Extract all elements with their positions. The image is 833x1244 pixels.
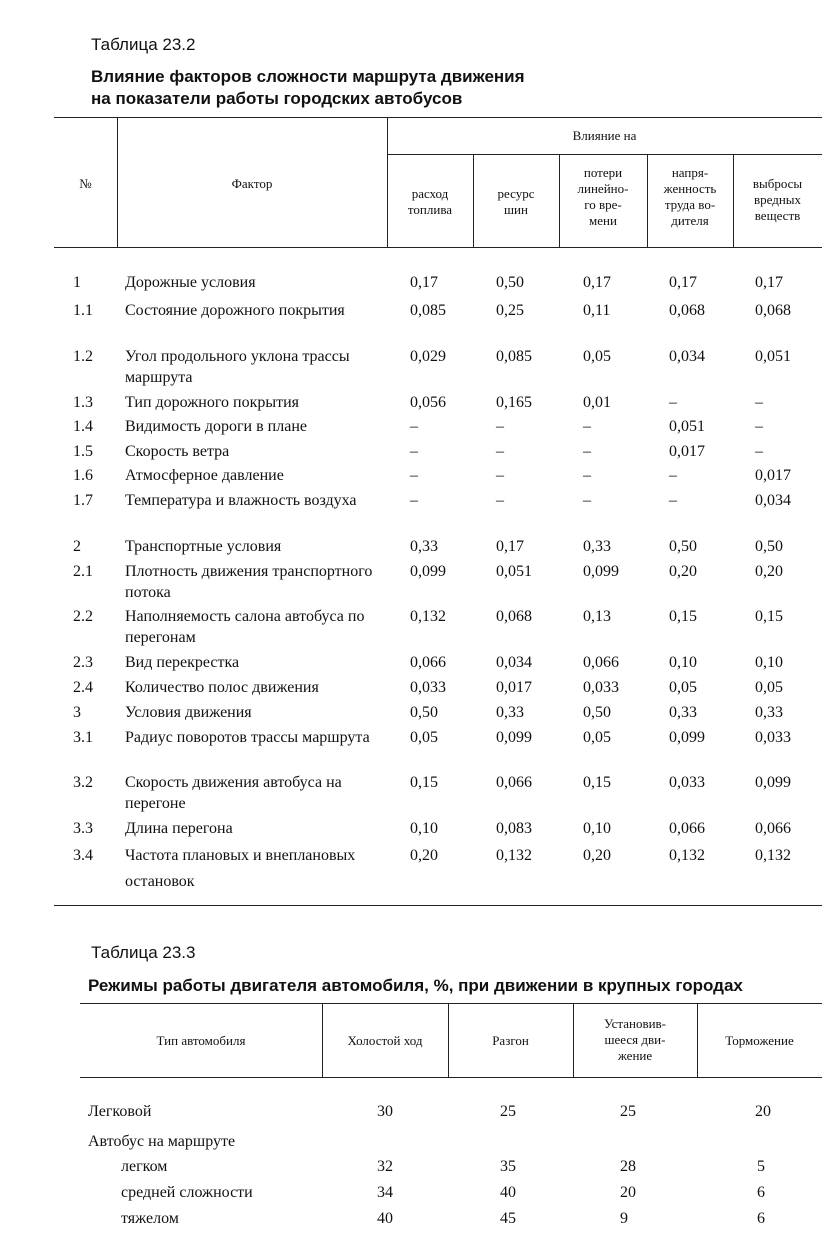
value-emissions: 0,10 [755,654,783,671]
value-driver-strain: 0,17 [669,274,697,291]
value-fuel: – [410,492,418,509]
value-emissions: 0,099 [755,774,791,791]
value-driver-strain: 0,051 [669,418,705,435]
value-driver-strain: 0,05 [669,679,697,696]
row-factor: Дорожные условия [125,274,256,291]
table-23-3-title: Режимы работы двигателя автомобиля, %, при движении в крупных городах [88,976,743,995]
row-number: 1.1 [73,302,93,319]
header-braking: Торможение [725,1033,794,1048]
header-idle: Холостой ход [347,1033,423,1048]
value-fuel: – [410,467,418,484]
value-idle: 32 [377,1158,393,1175]
value-driver-strain: – [669,467,677,484]
value-fuel: 0,056 [410,394,446,411]
value-emissions: 0,066 [755,820,791,837]
value-emissions: 0,034 [755,492,791,509]
row-factor: Скорость ветра [125,443,230,460]
row-number: 1.2 [73,348,93,365]
header-acceleration: Разгон [492,1033,529,1048]
value-tires: 0,068 [496,608,532,625]
row-factor: Плотность движения транспортного потока [125,563,373,601]
row-factor: Тип дорожного покрытия [125,394,300,411]
value-fuel: – [410,418,418,435]
row-factor: Радиус поворотов трассы маршрута [125,729,370,746]
value-tires: 0,50 [496,274,524,291]
value-driver-strain: – [669,394,677,411]
value-driver-strain: 0,017 [669,443,705,460]
value-fuel: 0,132 [410,608,446,625]
value-acceleration: 25 [500,1103,516,1120]
value-emissions: 0,05 [755,679,783,696]
row-factor: Наполняемость салона автобуса по перегонам [125,608,365,646]
header-steady-motion: Установив- шееся дви- жение [603,1016,667,1063]
row-number: 3.4 [73,847,93,864]
value-tires: 0,165 [496,394,532,411]
table-23-3-caption: Таблица 23.3 [91,943,196,962]
value-emissions: 0,051 [755,348,791,365]
header-tires: ресурс шин [497,186,535,217]
value-tires: – [496,418,504,435]
value-fuel: 0,50 [410,704,438,721]
value-time-loss: 0,033 [583,679,619,696]
row-number: 2.1 [73,563,93,580]
value-driver-strain: 0,33 [669,704,697,721]
value-time-loss: 0,17 [583,274,611,291]
table-23-2-title-line1: Влияние факторов сложности маршрута движения [91,67,525,86]
value-tires: 0,25 [496,302,524,319]
header-emissions: выбросы вредных веществ [752,176,803,223]
value-tires: 0,33 [496,704,524,721]
value-emissions: – [755,443,763,460]
header-driver-strain: напря- женность труда во- дителя [663,165,717,228]
row-number: 3.2 [73,774,93,791]
header-factor: Фактор [231,176,273,191]
row-number: 3.3 [73,820,93,837]
value-time-loss: – [583,492,591,509]
value-time-loss: 0,099 [583,563,619,580]
value-tires: – [496,492,504,509]
row-label: легком [121,1158,168,1175]
value-emissions: 0,033 [755,729,791,746]
value-steady-motion: 28 [620,1158,636,1175]
row-factor: Состояние дорожного покрытия [125,302,345,319]
value-steady-motion: 9 [620,1210,628,1227]
row-factor: Температура и влажность воздуха [125,492,357,509]
value-steady-motion: 25 [620,1103,636,1120]
value-time-loss: 0,10 [583,820,611,837]
value-fuel: – [410,443,418,460]
row-number: 2 [73,538,81,555]
header-fuel: расход топлива [407,186,453,217]
row-factor: Количество полос движения [125,679,319,696]
value-acceleration: 35 [500,1158,516,1175]
influence-group-rule [387,154,822,155]
row-number: 2.2 [73,608,93,625]
row-number: 1.6 [73,467,93,484]
table-bottom-rule [54,905,822,906]
value-tires: 0,099 [496,729,532,746]
value-time-loss: 0,33 [583,538,611,555]
value-fuel: 0,029 [410,348,446,365]
value-fuel: 0,066 [410,654,446,671]
value-emissions: – [755,394,763,411]
value-acceleration: 40 [500,1184,516,1201]
value-driver-strain: 0,20 [669,563,697,580]
value-emissions: 0,50 [755,538,783,555]
value-time-loss: 0,20 [583,847,611,864]
value-driver-strain: 0,034 [669,348,705,365]
row-number: 2.3 [73,654,93,671]
row-factor: Частота плановых и внеплановых остановок [125,847,356,890]
row-label: Автобус на маршруте [88,1133,236,1150]
table-23-2-title-line2: на показатели работы городских автобусов [91,89,463,108]
value-tires: 0,034 [496,654,532,671]
value-time-loss: – [583,467,591,484]
value-tires: 0,132 [496,847,532,864]
value-idle: 40 [377,1210,393,1227]
value-driver-strain: 0,132 [669,847,705,864]
value-tires: – [496,467,504,484]
value-fuel: 0,05 [410,729,438,746]
row-label: Легковой [88,1103,152,1120]
value-braking: 6 [757,1210,765,1227]
value-time-loss: – [583,418,591,435]
value-time-loss: 0,05 [583,348,611,365]
value-fuel: 0,10 [410,820,438,837]
row-factor: Угол продольного уклона трассы маршрута [125,348,350,386]
row-factor: Атмосферное давление [125,467,284,484]
value-fuel: 0,033 [410,679,446,696]
value-tires: 0,085 [496,348,532,365]
value-driver-strain: – [669,492,677,509]
value-tires: 0,017 [496,679,532,696]
value-driver-strain: 0,066 [669,820,705,837]
value-time-loss: 0,13 [583,608,611,625]
value-emissions: 0,33 [755,704,783,721]
value-fuel: 0,085 [410,302,446,319]
value-fuel: 0,33 [410,538,438,555]
row-factor: Вид перекрестка [125,654,240,671]
row-label: тяжелом [121,1210,179,1227]
value-tires: 0,066 [496,774,532,791]
value-time-loss: 0,50 [583,704,611,721]
row-factor: Транспортные условия [125,538,282,555]
row-number: 2.4 [73,679,93,696]
row-number: 1.4 [73,418,93,435]
header-no: № [79,176,92,191]
value-tires: 0,083 [496,820,532,837]
value-fuel: 0,15 [410,774,438,791]
value-braking: 6 [757,1184,765,1201]
row-factor: Условия движения [125,704,252,721]
value-tires: 0,051 [496,563,532,580]
value-braking: 5 [757,1158,765,1175]
row-number: 1 [73,274,81,291]
value-driver-strain: 0,50 [669,538,697,555]
row-factor: Длина перегона [125,820,233,837]
value-acceleration: 45 [500,1210,516,1227]
value-braking: 20 [755,1103,771,1120]
value-time-loss: 0,066 [583,654,619,671]
value-time-loss: 0,01 [583,394,611,411]
value-emissions: 0,068 [755,302,791,319]
value-time-loss: 0,05 [583,729,611,746]
value-emissions: – [755,418,763,435]
value-fuel: 0,099 [410,563,446,580]
row-label: средней сложности [121,1184,253,1201]
value-steady-motion: 20 [620,1184,636,1201]
value-tires: – [496,443,504,460]
table-23-2-caption: Таблица 23.2 [91,35,196,54]
row-number: 3.1 [73,729,93,746]
value-fuel: 0,20 [410,847,438,864]
value-driver-strain: 0,10 [669,654,697,671]
value-emissions: 0,132 [755,847,791,864]
row-number: 3 [73,704,81,721]
header-influence: Влияние на [572,128,637,143]
table-top-rule [80,1003,822,1004]
header-time-loss: потери линейно- го вре- мени [577,165,629,228]
row-factor: Видимость дороги в плане [125,418,307,435]
value-driver-strain: 0,099 [669,729,705,746]
value-emissions: 0,017 [755,467,791,484]
header-vehicle-type: Тип автомобиля [156,1033,246,1048]
value-idle: 30 [377,1103,393,1120]
table-top-rule [54,117,822,118]
value-emissions: 0,17 [755,274,783,291]
row-number: 1.5 [73,443,93,460]
header-bottom-rule [54,247,822,248]
row-number: 1.7 [73,492,93,509]
row-number: 1.3 [73,394,93,411]
value-driver-strain: 0,033 [669,774,705,791]
header-bottom-rule [80,1077,822,1078]
value-emissions: 0,20 [755,563,783,580]
value-driver-strain: 0,15 [669,608,697,625]
value-tires: 0,17 [496,538,524,555]
value-fuel: 0,17 [410,274,438,291]
value-emissions: 0,15 [755,608,783,625]
row-factor: Скорость движения автобуса на перегоне [125,774,342,812]
value-driver-strain: 0,068 [669,302,705,319]
value-time-loss: – [583,443,591,460]
value-time-loss: 0,11 [583,302,611,319]
value-idle: 34 [377,1184,393,1201]
value-time-loss: 0,15 [583,774,611,791]
